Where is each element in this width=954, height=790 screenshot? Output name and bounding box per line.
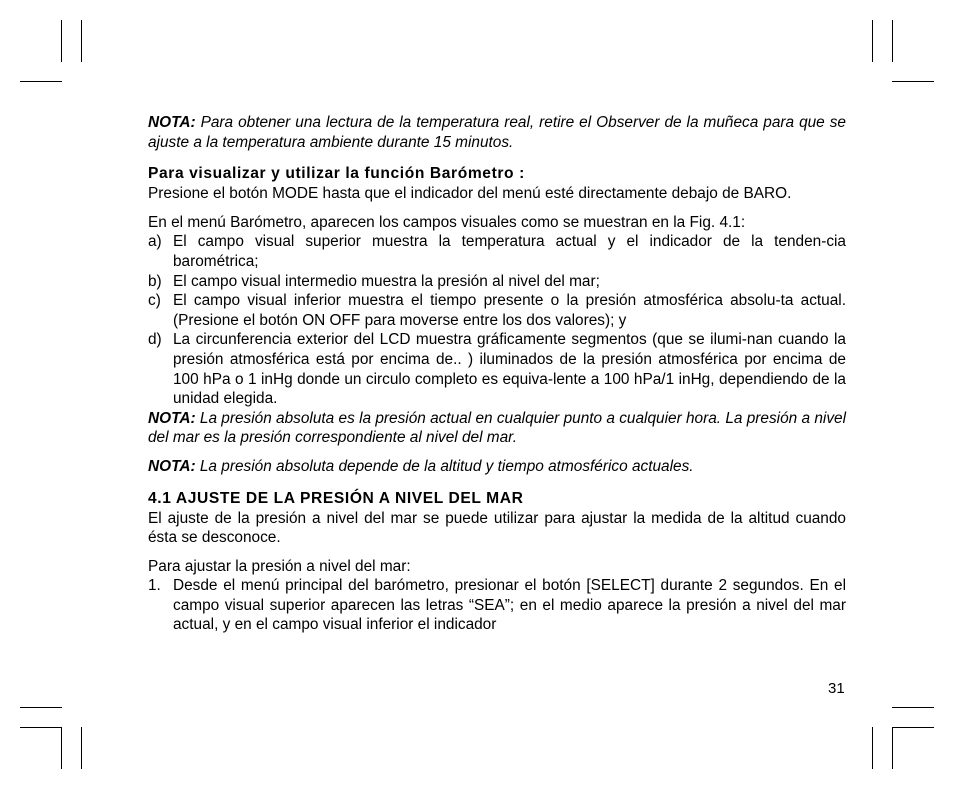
paragraph-baro: Presione el botón MODE hasta que el indicador del menú esté directamente debajo de BARO. (148, 185, 792, 203)
crop-mark (872, 20, 873, 62)
paragraph-4-1: El ajuste de la presión a nivel del mar se puede utilizar para ajustar la medida de la altitud cuando ésta se desconoce. (148, 509, 846, 547)
list-marker: c) (148, 292, 161, 310)
list-text: El campo visual intermedio muestra la presión al nivel del mar; (173, 272, 600, 290)
list-marker: d) (148, 331, 162, 349)
crop-mark (892, 727, 934, 728)
note-label: NOTA: (148, 457, 196, 475)
crop-mark (872, 727, 873, 769)
list-item (148, 232, 846, 271)
heading-section-4-1: 4.1 AJUSTE DE LA PRESIÓN A NIVEL DEL MAR (148, 489, 524, 507)
page-number: 31 (828, 680, 845, 697)
list-marker: b) (148, 272, 162, 290)
crop-mark (20, 707, 62, 708)
list-text: La circunferencia exterior del LCD muestra gráficamente segmentos (que se ilumi-nan cuando la presión atmosférica está por encima de.. ) iluminados de la presión atmosférica por encima de 100 hPa o 1 inHg donde un circulo completo es equiva-lente a 100 hPa/1 inHg, dependiendo de la unidad elegida. (173, 331, 846, 408)
paragraph-menu: En el menú Barómetro, aparecen los campos visuales como se muestran en la Fig. 4.1: (148, 213, 746, 231)
page-content (148, 113, 846, 635)
note-text: La presión absoluta es la presión actual en cualquier punto a cualquier hora. La presión a nivel del mar es la presión correspondiente al nivel del mar. (148, 409, 847, 447)
list-item (148, 330, 846, 408)
note-label: NOTA: (148, 114, 196, 131)
note-text: La presión absoluta depende de la altitud y tiempo atmosférico actuales. (199, 457, 694, 475)
note-label: NOTA: (148, 409, 196, 427)
crop-mark (892, 81, 934, 82)
list-marker: 1. (148, 577, 161, 595)
crop-mark (892, 707, 934, 708)
list-item (148, 272, 846, 292)
note-absolute-pressure (148, 409, 846, 448)
list-steps (148, 576, 846, 635)
crop-mark (81, 20, 82, 62)
crop-mark (892, 20, 893, 62)
list-text: El campo visual inferior muestra el tiempo presente o la presión atmosférica absolu-ta actual. (Presione el botón ON OFF para moverse entre los dos valores); y (173, 292, 846, 329)
paragraph-adjust: Para ajustar la presión a nivel del mar: (148, 557, 411, 575)
crop-mark (61, 727, 62, 769)
crop-mark (20, 727, 62, 728)
note-text: Para obtener una lectura de la temperatura real, retire el Observer de la muñeca para que se ajuste a la temperatura ambiente durante 15 minutos. (148, 114, 846, 151)
heading-barometer: Para visualizar y utilizar la función Barómetro : (148, 165, 525, 183)
crop-mark (61, 20, 62, 62)
crop-mark (20, 81, 62, 82)
note-altitude (148, 457, 846, 477)
list-item (148, 291, 846, 330)
crop-mark (81, 727, 82, 769)
list-fields (148, 232, 846, 408)
list-marker: a) (148, 233, 162, 251)
list-item (148, 576, 846, 635)
list-text: El campo visual superior muestra la temperatura actual y el indicador de la tenden-cia barométrica; (173, 233, 846, 270)
note-temperature (148, 113, 846, 152)
list-text: Desde el menú principal del barómetro, presionar el botón [SELECT] durante 2 segundos. En el campo visual superior aparecen las letras “SEA”; en el medio aparece la presión a nivel del mar actual, y en el campo visual inferior el indicador (173, 577, 846, 634)
crop-mark (892, 727, 893, 769)
